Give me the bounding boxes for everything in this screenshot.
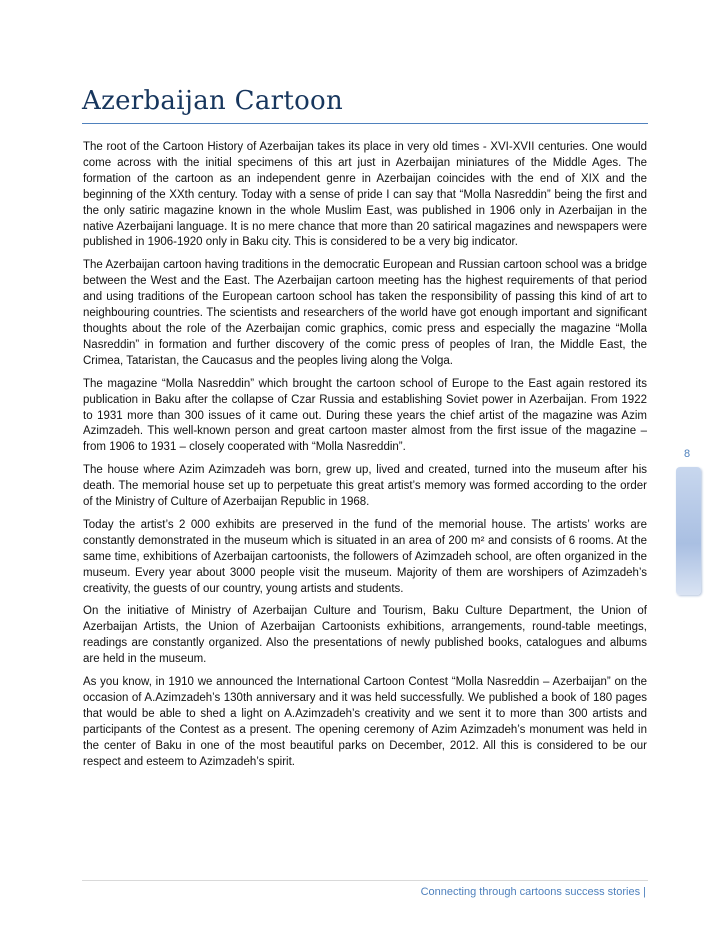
- paragraph-3: The magazine “Molla Nasreddin” which brought the cartoon school of Europe to the East again restored its publication in Baku after the collapse of Czar Russia and establishing Soviet power in Azerbaijan. From 1922 to 1931 more than 300 issues of it came out. During these years the chief artist of the magazine was Azim Azimzadeh. This well-known person and great cartoon master almost from the first issue of the magazine – from 1906 to 1931 – closely cooperated with “Molla Nasreddin”.: [83, 377, 647, 454]
- paragraph-6: On the initiative of Ministry of Azerbaijan Culture and Tourism, Baku Culture Department, the Union of Azerbaijan Artists, the Union of Azerbaijan Cartoonists exhibitions, arrangements, round-table meetings, readings are constantly organized. Also the presentations of newly published books, catalogues and albums are held in the museum.: [83, 605, 647, 666]
- paragraph-7: As you know, in 1910 we announced the International Cartoon Contest “Molla Nasreddin – Azerbaijan” on the occasion of A.Azimzadeh’s 130th anniversary and it was held successfully. We published a book of 180 pages that would be able to shed a light on A.Azimzadeh’s creativity and we sent it to more than 300 artists and participants of the Contest as a present. The opening ceremony of Azim Azimzadeh’s monument was held in the center of Baku in one of the most beautiful parks on December, 2012. All this is considered to be our respect and esteem to Azimzadeh’s spirit.: [83, 676, 647, 768]
- paragraph-1: The root of the Cartoon History of Azerbaijan takes its place in very old times - XVI-XVII centuries. One would come across with the initial specimens of this art just in Azerbaijan miniatures of the Middle Ages. The formation of the cartoon as an independent genre in Azerbaijan coincides with the end of XIX and the beginning of the XXth century. Today with a sense of pride I can say that “Molla Nasreddin” being the first and the only satiric magazine known in the whole Muslim East, was published in 1906 only in Azerbaijan in the native Azerbaijani language. It is no mere chance that more than 20 satirical magazines and newspapers were published in 1906-1920 only in Baku city. This is considered to be a very big indicator.: [83, 141, 647, 249]
- page-side-tab: [676, 467, 701, 595]
- footer-text: Connecting through cartoons success stories |: [420, 886, 646, 898]
- page-title: Azerbaijan Cartoon: [82, 86, 344, 116]
- document-body: [83, 140, 647, 778]
- paragraph-4: The house where Azim Azimzadeh was born, grew up, lived and created, turned into the museum after his death. The memorial house set up to perpetuate this great artist’s memory was formed according to the order of the Ministry of Culture of Azerbaijan Republic in 1968.: [83, 464, 647, 509]
- paragraph-2: The Azerbaijan cartoon having traditions in the democratic European and Russian cartoon school was a bridge between the West and the East. The Azerbaijan cartoon meeting has the highest requirements of that period and using traditions of the European cartoon school has taken the responsibility of passing this kind of art to neighbouring countries. The scientists and researchers of the world have got enough important and significant thoughts about the role of the Azerbaijan comic graphics, comic press and especially the magazine “Molla Nasreddin” in formation and further discovery of the comic press of peoples of Iran, the Middle East, the Crimea, Tataristan, the Caucasus and the peoples living along the Volga.: [83, 259, 647, 367]
- paragraph-5: Today the artist’s 2 000 exhibits are preserved in the fund of the memorial house. The artists’ works are constantly demonstrated in the museum which is situated in an area of 200 m² and consists of 6 rooms. At the same time, exhibitions of Azerbaijan cartoonists, the followers of Azimzadeh school, are often organized in the museum. Every year about 3000 people visit the museum. Majority of them are worshipers of Azimzadeh’s creativity, the guests of our country, young artists and students.: [83, 518, 647, 595]
- title-underline: [82, 123, 648, 124]
- footer-divider: [82, 880, 648, 881]
- page-number: 8: [684, 448, 691, 460]
